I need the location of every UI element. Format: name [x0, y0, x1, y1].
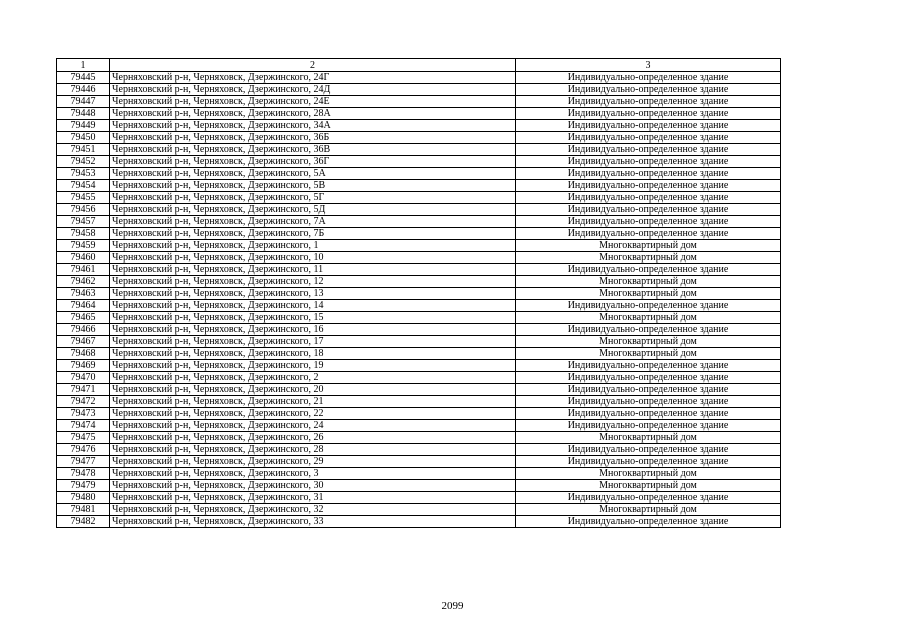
table-row [57, 384, 781, 396]
address-cell: Черняховский р-н, Черняховск, Дзержинского, 24Г [110, 72, 516, 84]
building-type-cell: Индивидуально-определенное здание [516, 120, 781, 132]
building-type-cell: Индивидуально-определенное здание [516, 156, 781, 168]
address-cell: Черняховский р-н, Черняховск, Дзержинского, 11 [110, 264, 516, 276]
row-id-cell: 79448 [57, 108, 110, 120]
address-cell: Черняховский р-н, Черняховск, Дзержинского, 13 [110, 288, 516, 300]
building-type-cell: Индивидуально-определенное здание [516, 72, 781, 84]
column-header-2: 2 [110, 59, 516, 72]
address-cell: Черняховский р-н, Черняховск, Дзержинского, 29 [110, 456, 516, 468]
row-id-cell: 79466 [57, 324, 110, 336]
page-number: 2099 [441, 600, 464, 612]
table-row [57, 456, 781, 468]
row-id-cell: 79473 [57, 408, 110, 420]
address-cell: Черняховский р-н, Черняховск, Дзержинского, 36Г [110, 156, 516, 168]
table-row [57, 204, 781, 216]
building-type-cell: Индивидуально-определенное здание [516, 420, 781, 432]
row-id-cell: 79451 [57, 144, 110, 156]
table-row [57, 120, 781, 132]
row-id-cell: 79456 [57, 204, 110, 216]
table-row [57, 360, 781, 372]
building-type-cell: Многоквартирный дом [516, 432, 781, 444]
row-id-cell: 79470 [57, 372, 110, 384]
row-id-cell: 79478 [57, 468, 110, 480]
row-id-cell: 79467 [57, 336, 110, 348]
table-row [57, 408, 781, 420]
address-cell: Черняховский р-н, Черняховск, Дзержинского, 20 [110, 384, 516, 396]
building-type-cell: Индивидуально-определенное здание [516, 228, 781, 240]
building-type-cell: Индивидуально-определенное здание [516, 168, 781, 180]
address-cell: Черняховский р-н, Черняховск, Дзержинского, 28А [110, 108, 516, 120]
table-row [57, 444, 781, 456]
row-id-cell: 79468 [57, 348, 110, 360]
table-row [57, 240, 781, 252]
address-cell: Черняховский р-н, Черняховск, Дзержинского, 32 [110, 504, 516, 516]
table-row [57, 312, 781, 324]
table-row [57, 276, 781, 288]
table-row [57, 168, 781, 180]
building-type-cell: Индивидуально-определенное здание [516, 516, 781, 528]
table-row [57, 252, 781, 264]
row-id-cell: 79471 [57, 384, 110, 396]
table-row [57, 396, 781, 408]
address-cell: Черняховский р-н, Черняховск, Дзержинского, 28 [110, 444, 516, 456]
building-type-cell: Многоквартирный дом [516, 480, 781, 492]
building-type-cell: Индивидуально-определенное здание [516, 132, 781, 144]
building-type-cell: Индивидуально-определенное здание [516, 408, 781, 420]
row-id-cell: 79446 [57, 84, 110, 96]
table-row [57, 324, 781, 336]
row-id-cell: 79477 [57, 456, 110, 468]
row-id-cell: 79445 [57, 72, 110, 84]
building-type-cell: Индивидуально-определенное здание [516, 144, 781, 156]
building-type-cell: Индивидуально-определенное здание [516, 192, 781, 204]
table-row [57, 156, 781, 168]
row-id-cell: 79469 [57, 360, 110, 372]
building-type-cell: Индивидуально-определенное здание [516, 216, 781, 228]
building-type-cell: Многоквартирный дом [516, 336, 781, 348]
property-registry-table [56, 58, 781, 528]
address-cell: Черняховский р-н, Черняховск, Дзержинского, 22 [110, 408, 516, 420]
row-id-cell: 79460 [57, 252, 110, 264]
building-type-cell: Многоквартирный дом [516, 348, 781, 360]
table-row [57, 96, 781, 108]
building-type-cell: Индивидуально-определенное здание [516, 444, 781, 456]
table-row [57, 216, 781, 228]
row-id-cell: 79454 [57, 180, 110, 192]
table-row [57, 108, 781, 120]
row-id-cell: 79464 [57, 300, 110, 312]
row-id-cell: 79455 [57, 192, 110, 204]
column-header-3: 3 [516, 59, 781, 72]
row-id-cell: 79452 [57, 156, 110, 168]
building-type-cell: Индивидуально-определенное здание [516, 300, 781, 312]
table-row [57, 72, 781, 84]
address-cell: Черняховский р-н, Черняховск, Дзержинского, 14 [110, 300, 516, 312]
table-row [57, 180, 781, 192]
address-cell: Черняховский р-н, Черняховск, Дзержинского, 5В [110, 180, 516, 192]
address-cell: Черняховский р-н, Черняховск, Дзержинского, 33 [110, 516, 516, 528]
table-row [57, 228, 781, 240]
address-cell: Черняховский р-н, Черняховск, Дзержинского, 18 [110, 348, 516, 360]
building-type-cell: Индивидуально-определенное здание [516, 204, 781, 216]
table-row [57, 480, 781, 492]
address-cell: Черняховский р-н, Черняховск, Дзержинского, 31 [110, 492, 516, 504]
address-cell: Черняховский р-н, Черняховск, Дзержинского, 3 [110, 468, 516, 480]
building-type-cell: Индивидуально-определенное здание [516, 180, 781, 192]
address-cell: Черняховский р-н, Черняховск, Дзержинского, 19 [110, 360, 516, 372]
row-id-cell: 79472 [57, 396, 110, 408]
address-cell: Черняховский р-н, Черняховск, Дзержинского, 15 [110, 312, 516, 324]
address-cell: Черняховский р-н, Черняховск, Дзержинского, 1 [110, 240, 516, 252]
address-cell: Черняховский р-н, Черняховск, Дзержинского, 24 [110, 420, 516, 432]
row-id-cell: 79480 [57, 492, 110, 504]
row-id-cell: 79447 [57, 96, 110, 108]
building-type-cell: Многоквартирный дом [516, 468, 781, 480]
building-type-cell: Многоквартирный дом [516, 312, 781, 324]
row-id-cell: 79453 [57, 168, 110, 180]
address-cell: Черняховский р-н, Черняховск, Дзержинского, 36В [110, 144, 516, 156]
building-type-cell: Многоквартирный дом [516, 240, 781, 252]
address-cell: Черняховский р-н, Черняховск, Дзержинского, 5А [110, 168, 516, 180]
row-id-cell: 79476 [57, 444, 110, 456]
address-cell: Черняховский р-н, Черняховск, Дзержинского, 24Д [110, 84, 516, 96]
table-header-row [57, 59, 781, 72]
address-cell: Черняховский р-н, Черняховск, Дзержинского, 7А [110, 216, 516, 228]
table-row [57, 504, 781, 516]
table-row [57, 372, 781, 384]
table-row [57, 468, 781, 480]
building-type-cell: Индивидуально-определенное здание [516, 384, 781, 396]
table-row [57, 288, 781, 300]
table-row [57, 144, 781, 156]
table-row [57, 516, 781, 528]
table-row [57, 264, 781, 276]
building-type-cell: Индивидуально-определенное здание [516, 360, 781, 372]
row-id-cell: 79449 [57, 120, 110, 132]
table-row [57, 348, 781, 360]
table-body [57, 59, 781, 528]
row-id-cell: 79482 [57, 516, 110, 528]
address-cell: Черняховский р-н, Черняховск, Дзержинского, 10 [110, 252, 516, 264]
table-row [57, 300, 781, 312]
row-id-cell: 79462 [57, 276, 110, 288]
building-type-cell: Индивидуально-определенное здание [516, 372, 781, 384]
row-id-cell: 79475 [57, 432, 110, 444]
table-row [57, 192, 781, 204]
address-cell: Черняховский р-н, Черняховск, Дзержинского, 21 [110, 396, 516, 408]
address-cell: Черняховский р-н, Черняховск, Дзержинского, 34А [110, 120, 516, 132]
building-type-cell: Индивидуально-определенное здание [516, 108, 781, 120]
row-id-cell: 79450 [57, 132, 110, 144]
row-id-cell: 79457 [57, 216, 110, 228]
address-cell: Черняховский р-н, Черняховск, Дзержинского, 5Г [110, 192, 516, 204]
row-id-cell: 79474 [57, 420, 110, 432]
address-cell: Черняховский р-н, Черняховск, Дзержинского, 24Е [110, 96, 516, 108]
address-cell: Черняховский р-н, Черняховск, Дзержинского, 17 [110, 336, 516, 348]
column-header-1: 1 [57, 59, 110, 72]
address-cell: Черняховский р-н, Черняховск, Дзержинского, 30 [110, 480, 516, 492]
building-type-cell: Индивидуально-определенное здание [516, 84, 781, 96]
address-cell: Черняховский р-н, Черняховск, Дзержинского, 5Д [110, 204, 516, 216]
table-row [57, 336, 781, 348]
building-type-cell: Индивидуально-определенное здание [516, 324, 781, 336]
address-cell: Черняховский р-н, Черняховск, Дзержинского, 36Б [110, 132, 516, 144]
row-id-cell: 79465 [57, 312, 110, 324]
address-cell: Черняховский р-н, Черняховск, Дзержинского, 2 [110, 372, 516, 384]
table-row [57, 420, 781, 432]
row-id-cell: 79481 [57, 504, 110, 516]
row-id-cell: 79479 [57, 480, 110, 492]
building-type-cell: Индивидуально-определенное здание [516, 456, 781, 468]
table-row [57, 84, 781, 96]
building-type-cell: Индивидуально-определенное здание [516, 96, 781, 108]
building-type-cell: Многоквартирный дом [516, 276, 781, 288]
address-cell: Черняховский р-н, Черняховск, Дзержинского, 16 [110, 324, 516, 336]
row-id-cell: 79463 [57, 288, 110, 300]
address-cell: Черняховский р-н, Черняховск, Дзержинского, 12 [110, 276, 516, 288]
building-type-cell: Многоквартирный дом [516, 252, 781, 264]
address-cell: Черняховский р-н, Черняховск, Дзержинского, 26 [110, 432, 516, 444]
row-id-cell: 79461 [57, 264, 110, 276]
table-row [57, 432, 781, 444]
building-type-cell: Многоквартирный дом [516, 288, 781, 300]
row-id-cell: 79459 [57, 240, 110, 252]
row-id-cell: 79458 [57, 228, 110, 240]
table-row [57, 492, 781, 504]
address-cell: Черняховский р-н, Черняховск, Дзержинского, 7Б [110, 228, 516, 240]
building-type-cell: Индивидуально-определенное здание [516, 264, 781, 276]
table-row [57, 132, 781, 144]
building-type-cell: Индивидуально-определенное здание [516, 492, 781, 504]
building-type-cell: Многоквартирный дом [516, 504, 781, 516]
building-type-cell: Индивидуально-определенное здание [516, 396, 781, 408]
